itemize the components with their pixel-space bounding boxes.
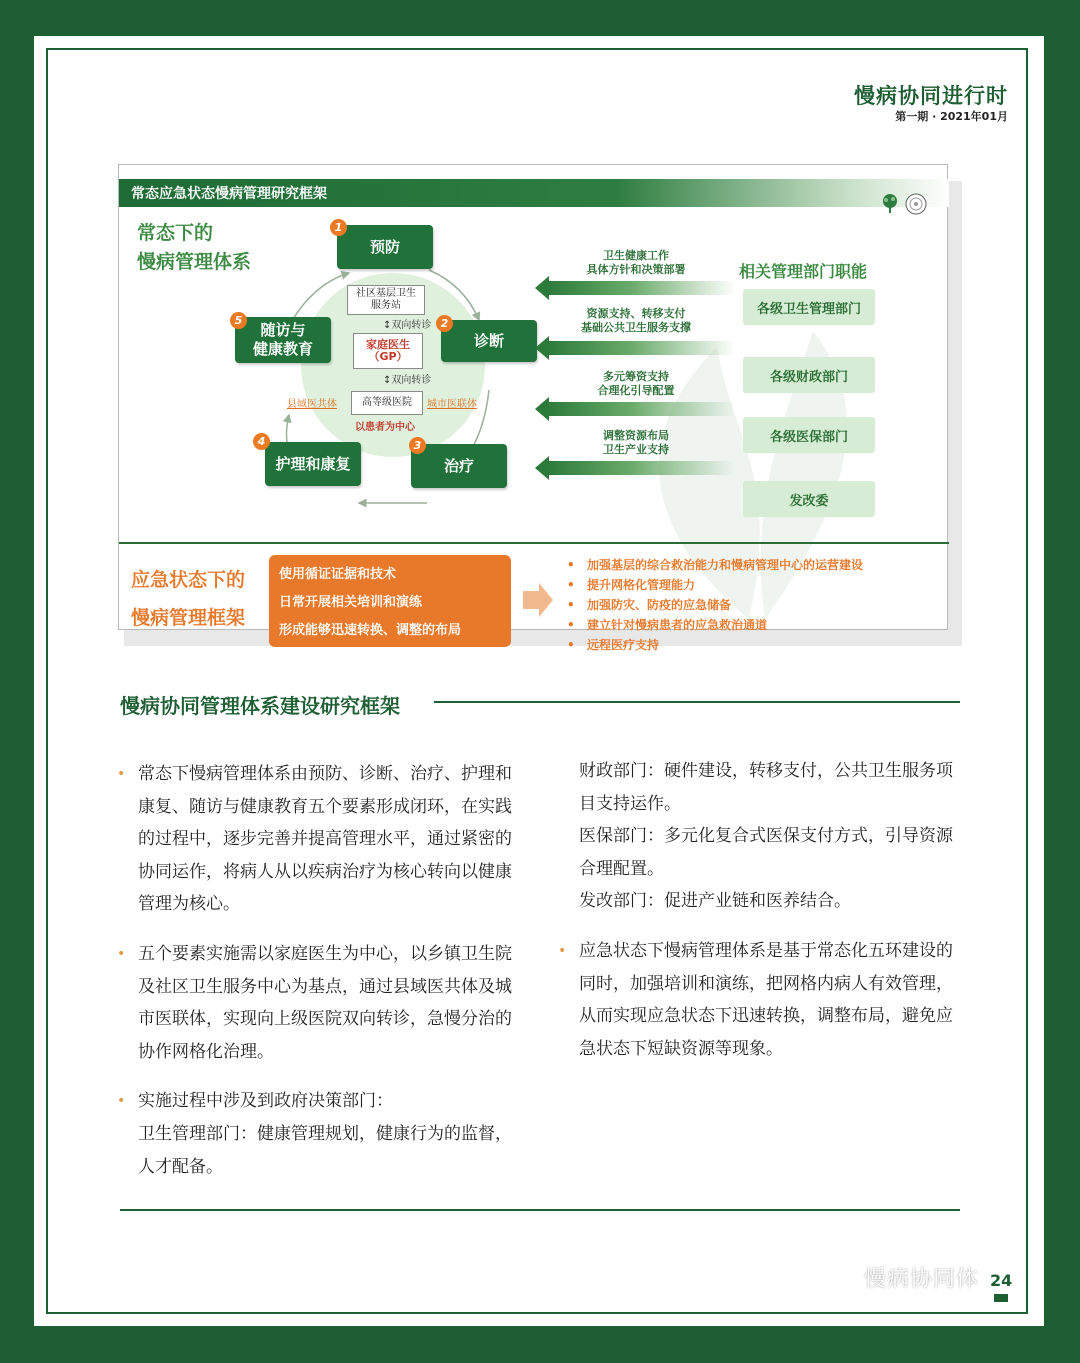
cycle-prevention: 预防 bbox=[337, 225, 433, 269]
emergency-state-title: 应急状态下的 慢病管理框架 bbox=[131, 569, 246, 629]
paragraph: • 实施过程中涉及到政府决策部门： 卫生管理部门：健康管理规划，健康行为的监督，人才配备。 bbox=[120, 1085, 522, 1183]
arrow-2 bbox=[547, 341, 735, 355]
emergency-list bbox=[565, 555, 863, 655]
cycle-number-3: 3 bbox=[409, 437, 426, 454]
dept-func-2: 资源支持、转移支付 基础公共卫生服务支撑 bbox=[581, 307, 691, 334]
diagram-title: 常态应急状态慢病管理研究框架 bbox=[131, 186, 327, 202]
cycle-diagnosis: 诊断 bbox=[441, 320, 537, 362]
normal-state-title: 常态下的 慢病管理体系 bbox=[137, 222, 252, 273]
section-bottom-rule bbox=[120, 1209, 960, 1211]
departments-title: 相关管理部门职能 bbox=[739, 262, 868, 281]
dept-finance: 各级财政部门 bbox=[743, 357, 875, 393]
cycle-treatment: 治疗 bbox=[411, 444, 507, 488]
watermark-text: 慢病协同体 bbox=[864, 1267, 980, 1292]
dept-medical-insurance: 各级医保部门 bbox=[743, 417, 875, 453]
section-rule bbox=[434, 701, 960, 703]
seal-logo-icon bbox=[905, 193, 927, 215]
emergency-measures-box: 使用循证证据和技术 日常开展相关培训和演练 形成能够迅速转换、调整的布局 bbox=[269, 555, 511, 647]
left-column bbox=[120, 758, 522, 1200]
tree-logo-icon bbox=[879, 193, 901, 215]
emergency-arrow-head-icon bbox=[539, 583, 553, 617]
arrow-1 bbox=[547, 281, 735, 295]
list-item: • 远程医疗支持 bbox=[565, 635, 863, 655]
paragraph: • 常态下慢病管理体系由预防、诊断、治疗、护理和康复、随访与健康教育五个要素形成闭环，在实践的过程中，逐步完善并提高管理水平，通过紧密的协同运作，将病人从以疾病治疗为核心转向以健康管理为核心。 bbox=[120, 758, 522, 921]
cycle-number-5: 5 bbox=[230, 312, 247, 329]
right-column bbox=[561, 755, 961, 1082]
framework-diagram bbox=[118, 164, 948, 652]
page-number: 24 bbox=[990, 1271, 1013, 1290]
community-station-box: 社区基层卫生 服务站 bbox=[347, 285, 425, 315]
dept-func-1: 卫生健康工作 具体方针和决策部署 bbox=[586, 249, 686, 276]
list-item: • 提升网格化管理能力 bbox=[565, 575, 863, 595]
dept-health-admin: 各级卫生管理部门 bbox=[743, 289, 875, 325]
cycle-nursing-rehab: 护理和康复 bbox=[265, 442, 361, 486]
page bbox=[34, 36, 1044, 1326]
dept-ndrc: 发改委 bbox=[743, 481, 875, 517]
cycle-followup-education: 随访与 健康教育 bbox=[235, 317, 331, 363]
dept-func-4: 调整资源布局 卫生产业支持 bbox=[603, 429, 669, 456]
magazine-title: 慢病协同进行时 bbox=[854, 84, 1008, 108]
paragraph: 医保部门：多元化复合式医保支付方式，引导资源合理配置。 bbox=[579, 826, 953, 879]
list-item: • 建立针对慢病患者的应急救治通道 bbox=[565, 615, 863, 635]
referral-bottom-label: ↕双向转诊 bbox=[383, 375, 432, 386]
cycle-number-1: 1 bbox=[330, 219, 347, 236]
paragraph: 财政部门：硬件建设，转移支付，公共卫生服务项目支持运作。 bbox=[579, 761, 953, 814]
hospital-box: 高等级医院 bbox=[351, 391, 423, 415]
city-alliance-label: 城市医联体 bbox=[427, 399, 477, 410]
issue-date: 第一期 · 2021年01月 bbox=[895, 110, 1008, 123]
wechat-icon bbox=[834, 1266, 860, 1286]
diagram-header bbox=[119, 179, 949, 207]
cycle-number-2: 2 bbox=[436, 315, 453, 332]
paragraph: 发改部门：促进产业链和医养结合。 bbox=[579, 891, 851, 912]
section-title: 慢病协同管理体系建设研究框架 bbox=[120, 694, 400, 718]
page-number-bar bbox=[994, 1294, 1008, 1302]
cycle-number-4: 4 bbox=[253, 433, 270, 450]
referral-top-label: ↕双向转诊 bbox=[383, 320, 432, 331]
paragraph: • 五个要素实施需以家庭医生为中心，以乡镇卫生院及社区卫生服务中心为基点，通过县域医共体及城市医联体，实现向上级医院双向转诊，急慢分治的协作网格化治理。 bbox=[120, 938, 522, 1068]
arrow-4 bbox=[547, 461, 735, 475]
gp-box: 家庭医生 （GP） bbox=[353, 333, 423, 369]
list-item: • 加强防灾、防疫的应急储备 bbox=[565, 595, 863, 615]
list-item: • 加强基层的综合救治能力和慢病管理中心的运营建设 bbox=[565, 555, 863, 575]
patient-center-label: 以患者为中心 bbox=[355, 422, 415, 433]
paragraph: • 应急状态下慢病管理体系是基于常态化五环建设的同时，加强培训和演练，把网格内病人有效管理，从而实现应急状态下迅速转换，调整布局，避免应急状态下短缺资源等现象。 bbox=[561, 935, 961, 1065]
diagram-divider bbox=[119, 542, 949, 544]
arrow-3 bbox=[547, 402, 735, 416]
county-alliance-label: 县域医共体 bbox=[287, 399, 337, 410]
dept-func-3: 多元筹资支持 合理化引导配置 bbox=[597, 370, 675, 397]
